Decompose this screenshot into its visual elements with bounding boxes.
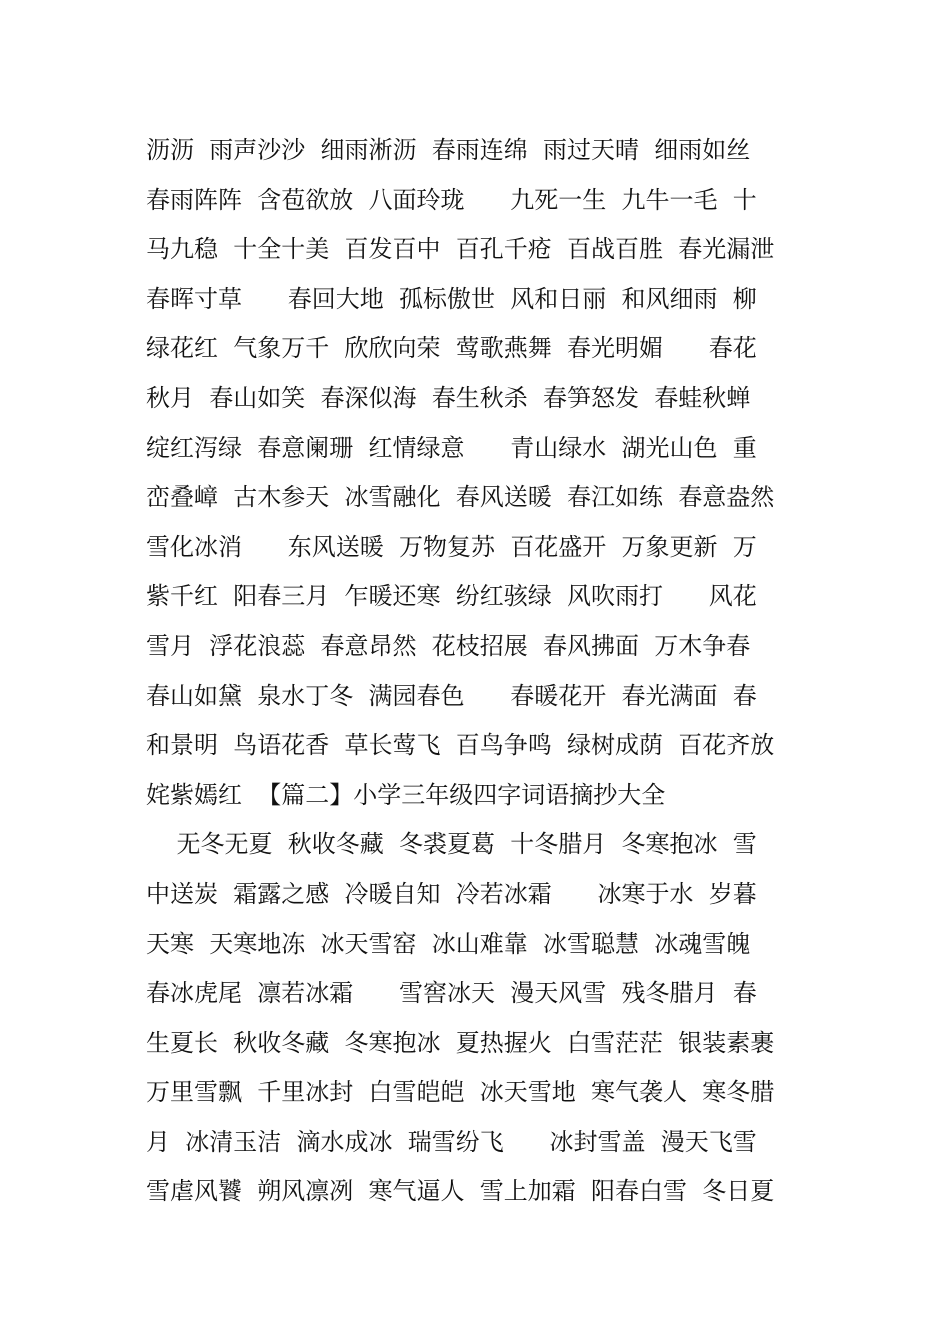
text-line: 绿花红 气象万千 欣欣向荣 莺歌燕舞 春光明媚 春花	[146, 334, 757, 363]
text-line: 天寒 天寒地冻 冰天雪窑 冰山难靠 冰雪聪慧 冰魂雪魄	[146, 929, 751, 958]
body-text	[146, 126, 826, 1217]
section-heading-line: 姹紫嫣红 【篇二】小学三年级四字词语摘抄大全	[146, 780, 666, 809]
text-line: 马九稳 十全十美 百发百中 百孔千疮 百战百胜 春光漏泄	[146, 235, 775, 264]
text-line: 雪月 浮花浪蕊 春意昂然 花枝招展 春风拂面 万木争春	[146, 631, 751, 660]
text-line: 生夏长 秋收冬藏 冬寒抱冰 夏热握火 白雪茫茫 银装素裹	[146, 1028, 775, 1057]
text-line: 紫千红 阳春三月 乍暖还寒 纷红骇绿 风吹雨打 风花	[146, 582, 757, 611]
text-line: 沥沥 雨声沙沙 细雨淅沥 春雨连绵 雨过天晴 细雨如丝	[146, 136, 751, 164]
text-line: 月 冰清玉洁 滴水成冰 瑞雪纷飞 冰封雪盖 漫天飞雪	[146, 1127, 757, 1156]
text-line: 春晖寸草 春回大地 孤标傲世 风和日丽 和风细雨 柳	[146, 284, 757, 313]
text-line: 万里雪飘 千里冰封 白雪皑皑 冰天雪地 寒气袭人 寒冬腊	[146, 1078, 775, 1107]
text-line: 春冰虎尾 凛若冰霜 雪窖冰天 漫天风雪 残冬腊月 春	[146, 979, 757, 1008]
text-line: 春雨阵阵 含苞欲放 八面玲珑 九死一生 九牛一毛 十	[146, 185, 757, 214]
text-line: 峦叠嶂 古木参天 冰雪融化 春风送暖 春江如练 春意盎然	[146, 483, 775, 512]
text-line: 春山如黛 泉水丁冬 满园春色 春暖花开 春光满面 春	[146, 681, 757, 710]
text-line: 无冬无夏 秋收冬藏 冬裘夏葛 十冬腊月 冬寒抱冰 雪	[146, 830, 757, 859]
text-line: 绽红泻绿 春意阑珊 红情绿意 青山绿水 湖光山色 重	[146, 433, 757, 462]
text-line: 和景明 鸟语花香 草长莺飞 百鸟争鸣 绿树成荫 百花齐放	[146, 731, 775, 760]
text-line: 秋月 春山如笑 春深似海 春生秋杀 春笋怒发 春蛙秋蝉	[146, 383, 751, 412]
text-line: 中送炭 霜露之感 冷暖自知 冷若冰霜 冰寒于水 岁暮	[146, 879, 757, 908]
text-line: 雪虐风饕 朔风凛冽 寒气逼人 雪上加霜 阳春白雪 冬日夏	[146, 1177, 775, 1206]
text-line: 雪化冰消 东风送暖 万物复苏 百花盛开 万象更新 万	[146, 532, 757, 561]
